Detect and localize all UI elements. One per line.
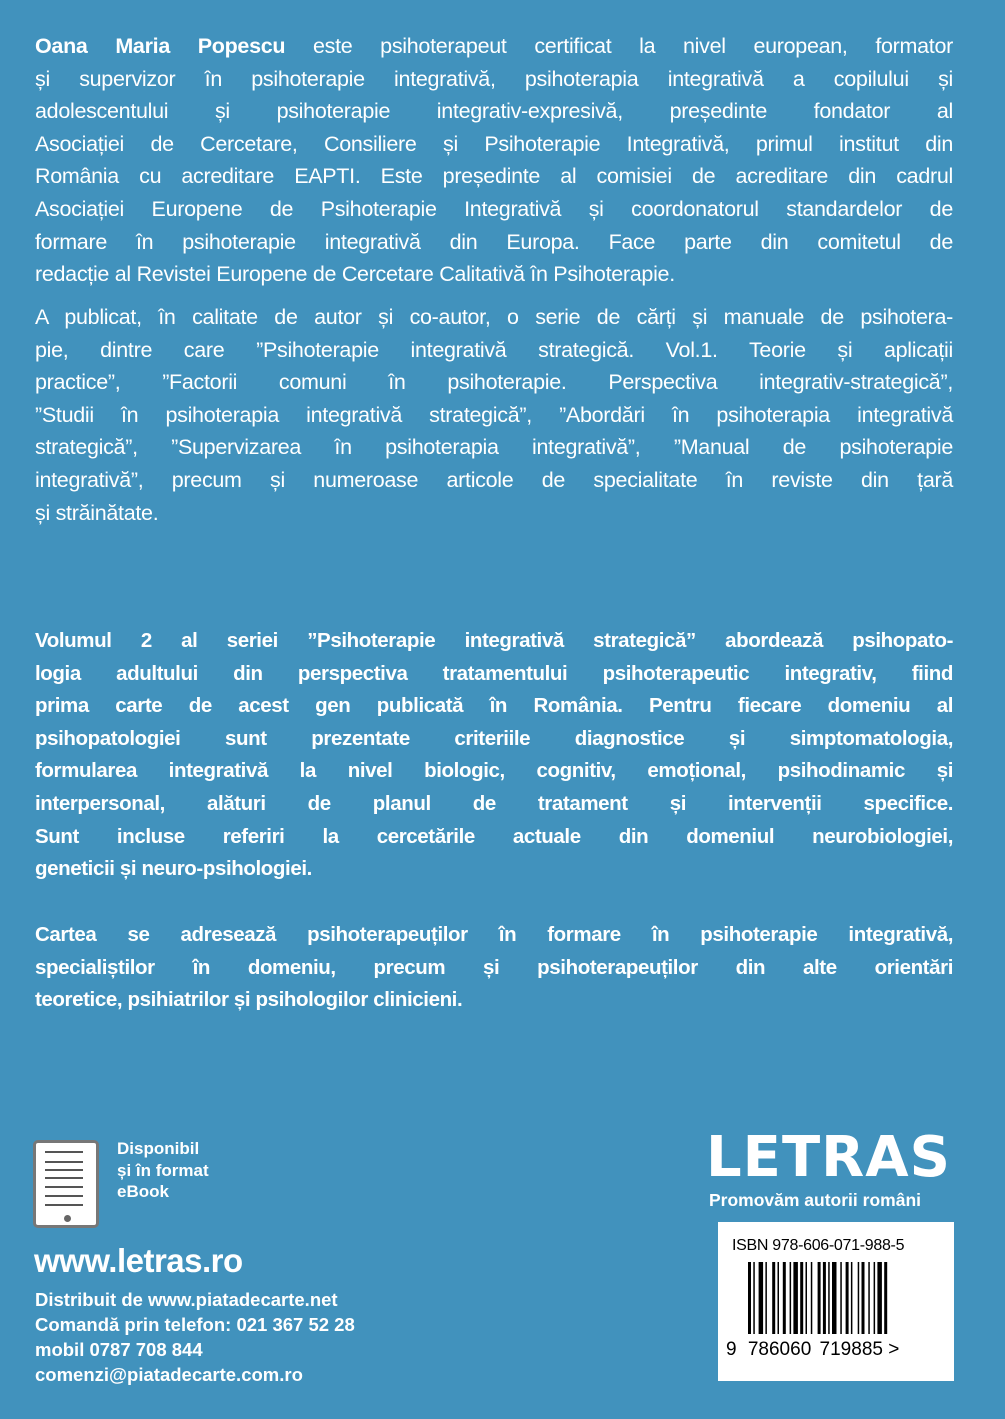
distributor: Distribuit de www.piatadecarte.net [35,1289,338,1310]
desc-line: psihopatologiei sunt prezentate criteriile diagnostice și simptomatologia, [35,726,953,750]
publications [35,301,953,529]
isbn-barcode [718,1222,954,1381]
bio-line: formare în psihoterapie integrativă din Europa. Face parte din comitetul de [35,229,953,254]
barcode-digit: 719885 [819,1339,883,1360]
bio-line: și supervizor în psihoterapie integrativă, psihoterapia integrativă a copilului și [35,66,953,91]
ebook-reader-icon [33,1140,99,1228]
book-description [35,625,953,886]
ebook-line: eBook [117,1182,169,1201]
bio-line: România cu acreditare EAPTI. Este președinte al comisiei de acreditare din cadrul [35,164,953,189]
barcode-digit: 786060 [747,1339,812,1360]
desc-line: Sunt incluse referiri la cercetările actuale din domeniul neurobiologiei, [35,824,953,848]
barcode-bar [862,1262,865,1334]
bio-line-text: este psihoterapeut certificat la nivel european, formator [285,34,953,58]
website-link[interactable]: www.letras.ro [34,1242,243,1279]
barcode-bar [748,1262,751,1334]
barcode-bar [874,1262,876,1334]
pub-line: A publicat, în calitate de autor și co-autor, o serie de cărți și manuale de psihotera- [35,305,953,329]
pub-line: practice”, ”Factorii comuni în psihoterapie. Perspectiva integrativ-strategică”, [35,370,953,395]
publisher-slogan: Promovăm autorii români [709,1190,921,1210]
pub-line: și străinătate. [35,500,159,525]
pub-line: strategică”, ”Supervizarea în psihoterapia integrativă”, ”Manual de psihoterapie [35,435,953,460]
barcode-bar [823,1262,826,1334]
desc-line: Volumul 2 al seriei ”Psihoterapie integrativă strategică” abordează psihopato- [35,629,953,652]
phone: Comandă prin telefon: 021 367 52 28 [35,1314,355,1335]
audience [35,919,953,1017]
barcode-bars [748,1262,938,1334]
pub-line: ”Studii în psihoterapia integrativă strategică”, ”Abordări în psihoterapia integrativă [35,402,953,427]
barcode-bar [753,1262,755,1334]
audience-line: Cartea se adresează psihoterapeuților în formare în psihoterapie integrativă, [35,923,953,946]
barcode-bar [868,1262,870,1334]
barcode-bar [851,1262,853,1334]
publisher-logo: LETRAS [706,1125,951,1190]
bio-line: adolescentului și psihoterapie integrativ-expresivă, președinte fondator al [35,99,953,124]
barcode-bar [765,1262,767,1334]
pub-line: integrativă”, precum și numeroase articole de specialitate în reviste din țară [35,467,953,492]
desc-line: interpersonal, alături de planul de tratament și intervenții specifice. [35,791,953,815]
barcode-digits [726,1338,951,1362]
barcode-bar [846,1262,849,1334]
desc-line: logia adultului din perspectiva tratamentului psihoterapeutic integrativ, fiind [35,661,953,685]
barcode-bar [759,1262,764,1334]
barcode-bar [772,1262,775,1334]
author-bio [35,30,953,291]
desc-line: prima carte de acest gen publicată în România. Pentru fiecare domeniu al [35,694,953,718]
barcode-bar [806,1262,808,1334]
pub-line: pie, dintre care ”Psihoterapie integrativă strategică. Vol.1. Teorie și aplicații [35,337,953,362]
barcode-bar [884,1262,887,1334]
ebook-line: Disponibil [117,1139,200,1158]
desc-line: geneticii și neuro-psihologiei. [35,857,312,881]
barcode-bar [811,1262,813,1334]
audience-line: teoretice, psihiatrilor și psihologilor clinicieni. [35,988,463,1012]
author-name: Oana Maria Popescu [35,34,286,58]
desc-line: formularea integrativă la nivel biologic, cognitiv, emoțional, psihodinamic și [35,759,953,783]
barcode-digit: > [888,1339,900,1360]
barcode-bar [818,1262,821,1334]
barcode-bar [832,1262,837,1334]
barcode-bar [790,1262,792,1334]
barcode-bar [877,1262,882,1334]
mobile: mobil 0787 708 844 [35,1339,203,1360]
audience-line: specialiștilor în domeniu, precum și psihoterapeuților din alte orientări [35,955,953,979]
email: comenzi@piatadecarte.com.ro [35,1364,303,1385]
bio-line: Asociației Europene de Psihoterapie Integrativă și coordonatorul standardelor de [35,196,953,221]
barcode-bar [793,1262,798,1334]
ebook-availability [117,1138,209,1203]
bio-line [35,30,953,63]
barcode-bar [840,1262,842,1334]
barcode-bar [858,1262,860,1334]
ebook-line: și în format [117,1160,209,1180]
barcode-bar [783,1262,786,1334]
barcode-digit: 9 [726,1339,737,1360]
bio-line: redacție al Revistei Europene de Cercetare Calitativă în Psihoterapie. [35,262,675,287]
isbn-text: ISBN 978-606-071-988-5 [732,1237,905,1254]
barcode-bar [778,1262,780,1334]
barcode-bar [828,1262,830,1334]
contact-info [35,1287,355,1387]
bio-line: Asociației de Cercetare, Consiliere și Psihoterapie Integrativă, primul institut din [35,131,953,156]
barcode-bar [800,1262,803,1334]
